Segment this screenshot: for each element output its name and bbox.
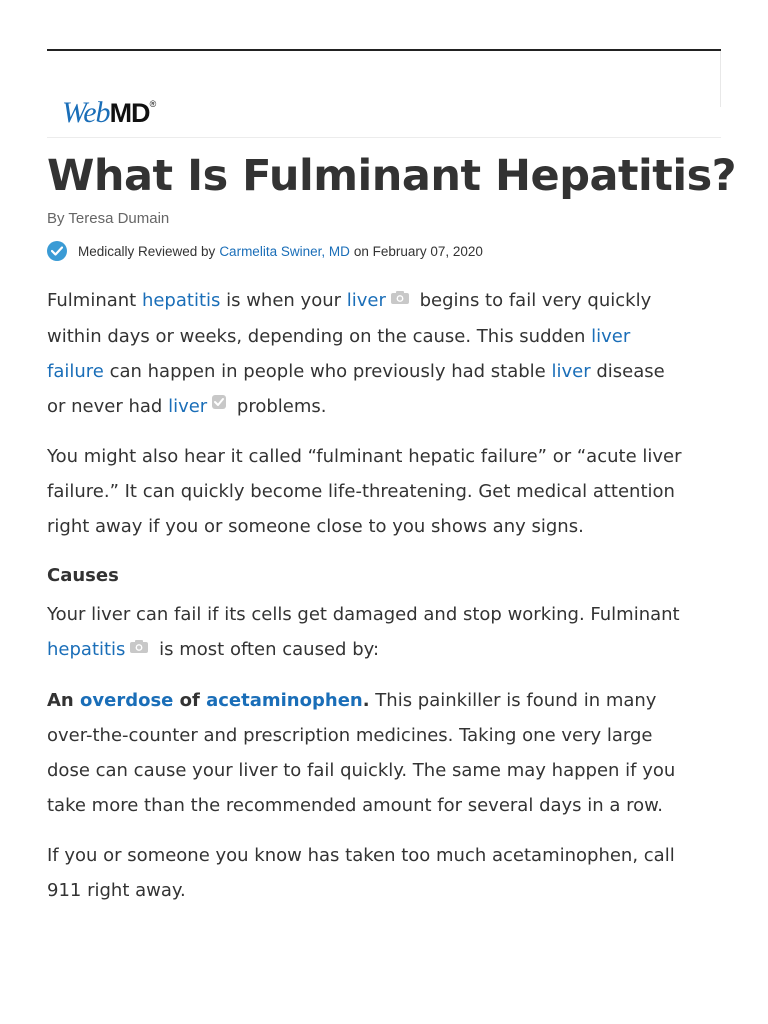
logo-registered: ®	[149, 99, 156, 109]
camera-icon[interactable]	[129, 631, 149, 666]
link-acetaminophen[interactable]: acetaminophen	[206, 689, 363, 711]
link-liver[interactable]: liver	[346, 290, 386, 311]
author-byline: By Teresa Dumain	[47, 210, 170, 227]
review-date: on February 07, 2020	[353, 243, 483, 259]
link-liver-2[interactable]: liver	[551, 360, 591, 382]
text: disease or never had	[47, 360, 665, 417]
text: begins to fail very quickly within days or weeks, depending on the cause. This sudden	[47, 290, 652, 347]
site-header	[47, 51, 721, 138]
paragraph-acetaminophen	[47, 683, 687, 823]
text: Fulminant	[47, 290, 142, 311]
medical-review-line	[47, 241, 483, 261]
bold-text: of	[173, 689, 207, 711]
logo-md: MD	[109, 98, 150, 128]
bold-text: .	[362, 689, 370, 711]
text: Your liver can fail if its cells get damaged and stop working. Fulminant	[47, 604, 680, 625]
check-badge-icon[interactable]	[211, 387, 227, 422]
paragraph-intro	[47, 283, 687, 424]
reviewer-link[interactable]: Carmelita Swiner, MD	[219, 243, 350, 259]
camera-icon[interactable]	[390, 282, 410, 317]
review-prefix: Medically Reviewed by	[78, 243, 216, 259]
text: can happen in people who previously had stable	[103, 360, 552, 382]
paragraph-also-called: You might also hear it called “fulminant hepatic failure” or “acute liver failure.” It can quickly become life-threatening. Get medical attention right away if you or someone close to you shows any signs.	[47, 446, 682, 537]
logo-web: Web	[62, 96, 110, 129]
link-hepatitis[interactable]: hepatitis	[141, 290, 221, 311]
text: is most often caused by:	[153, 639, 380, 660]
link-liver-failure[interactable]: liver failure	[47, 325, 631, 382]
paragraph-call-911: If you or someone you know has taken too much acetaminophen, call 911 right away.	[47, 844, 675, 901]
link-hepatitis-2[interactable]: hepatitis	[47, 639, 126, 660]
webmd-logo[interactable]	[62, 91, 155, 130]
link-liver-3[interactable]: liver	[168, 395, 208, 417]
text: is when your	[220, 290, 347, 311]
article-title: What Is Fulminant Hepatitis?	[47, 151, 737, 201]
causes-heading: Causes	[47, 565, 119, 586]
article-body	[47, 283, 687, 923]
text: This painkiller is found in many over-the-counter and prescription medicines. Taking one very large dose can cause your liver to fail quickly. The same may happen if you take more than the recommended amount for several days in a row.	[47, 689, 676, 816]
paragraph-causes	[47, 597, 687, 668]
verified-check-icon	[47, 241, 67, 261]
bold-text: An	[47, 689, 81, 711]
link-overdose[interactable]: overdose	[80, 689, 174, 711]
text: problems.	[231, 395, 327, 417]
